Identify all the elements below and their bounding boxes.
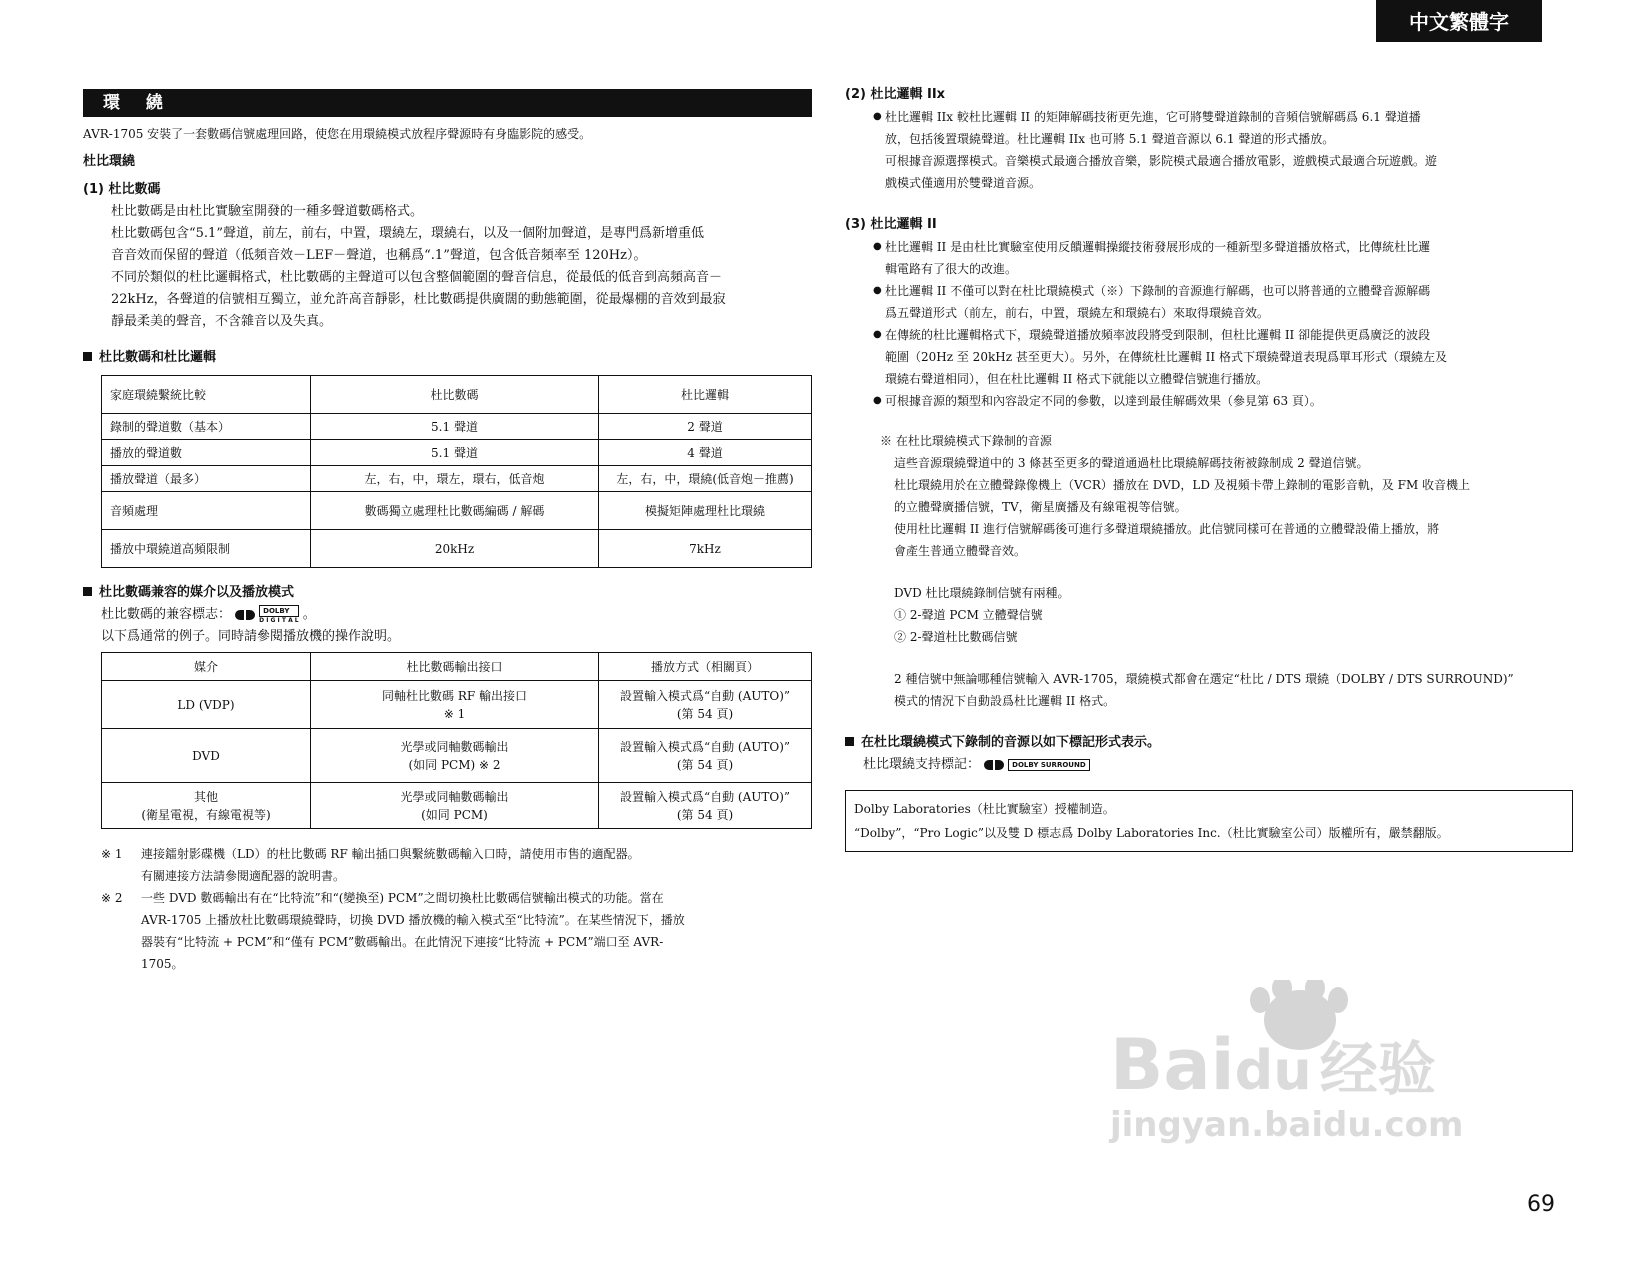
- paragraph-line: 範圍（20Hz 至 20kHz 甚至更大）。另外，在傳統杜比邏輯 II 格式下環繞聲道表現爲單耳形式（環繞左及: [885, 350, 1447, 364]
- pl-iix-heading: (2) 杜比邏輯 IIx: [845, 87, 946, 102]
- table-cell: 數碼獨立處理杜比數碼編碼 / 解碼: [311, 492, 599, 530]
- table-row: [102, 440, 812, 466]
- pl-iix-body: [845, 106, 1575, 194]
- paragraph-line: 杜比數碼包含“5.1”聲道，前左，前右，中置，環繞左，環繞右，以及一個附加聲道，是專門爲新增重低: [111, 226, 704, 241]
- surround-note-title: ※ 在杜比環繞模式下錄制的音源: [880, 434, 1052, 448]
- dolby-digital-description: [83, 201, 812, 333]
- table-cell: 7kHz: [599, 530, 812, 568]
- double-d-icon: [235, 610, 244, 620]
- language-tab-rule: [1376, 40, 1542, 42]
- watermark-brand2: du: [1234, 1039, 1312, 1102]
- left-column: [83, 89, 812, 975]
- paragraph-line: 戲模式僅適用於雙聲道音源。: [885, 176, 1042, 190]
- table-row: [102, 530, 812, 568]
- paragraph-line: 這些音源環繞聲道中的 3 條甚至更多的聲道通過杜比環繞解碼技術被錄制成 2 聲道信號。: [894, 456, 1369, 470]
- dvd-signals: [845, 582, 1575, 648]
- watermark-url: jingyan.baidu.com: [1110, 1105, 1464, 1145]
- language-tab: 中文繁體字: [1376, 0, 1542, 40]
- table-cell: 播放聲道（最多）: [102, 466, 311, 492]
- table-cell: 2 聲道: [599, 414, 812, 440]
- table-cell: 20kHz: [311, 530, 599, 568]
- paragraph-line: 的立體聲廣播信號，TV，衛星廣播及有線電視等信號。: [894, 500, 1187, 514]
- table-header-row: [102, 653, 812, 681]
- table-cell: 其他 (衛星電視，有線電視等): [102, 783, 311, 829]
- section-title: 環 繞: [83, 89, 812, 117]
- logo-dolby-text: DOLBY: [259, 605, 298, 617]
- table-cell: 5.1 聲道: [311, 414, 599, 440]
- bullet-item: [873, 236, 1575, 280]
- paragraph-line: DVD 杜比環繞錄制信號有兩種。: [894, 586, 1070, 600]
- table-cell: DVD: [102, 729, 311, 783]
- footnote-mark: ※ 2: [101, 891, 123, 905]
- watermark-cn: 经验: [1319, 1035, 1436, 1103]
- paragraph-line: 杜比環繞用於在立體聲錄像機上（VCR）播放在 DVD，LD 及視頻卡帶上錄制的電影音軌，及 FM 收音機上: [894, 478, 1471, 492]
- paragraph-line: 使用杜比邏輯 II 進行信號解碼後可進行多聲道環繞播放。此信號同樣可在普通的立體聲設備上播放，將: [894, 522, 1440, 536]
- surround-mark-line: 杜比環繞支持標記： DOLBY SURROUND: [845, 754, 1575, 776]
- pl-ii-body: [845, 236, 1575, 412]
- footnote-line: 器裝有“比特流 + PCM”和“僅有 PCM”數碼輸出。在此情況下連接“比特流 + PCM”端口至 AVR-: [141, 935, 664, 949]
- table-header-cell: 杜比邏輯: [599, 376, 812, 414]
- dolby-surround-logo: [984, 759, 1090, 771]
- table-cell: 設置輸入模式爲“自動 (AUTO)” (第 54 頁): [599, 681, 812, 729]
- media-table: [101, 652, 812, 829]
- table-cell: 設置輸入模式爲“自動 (AUTO)” (第 54 頁): [599, 729, 812, 783]
- table-header-cell: 杜比數碼: [311, 376, 599, 414]
- paragraph-line: 22kHz，各聲道的信號相互獨立，並允許高音靜影，杜比數碼提供廣闊的動態範圍，從最爆棚的音效到最寂: [111, 292, 726, 307]
- table-cell: 模擬矩陣處理杜比環繞: [599, 492, 812, 530]
- square-bullet-icon: [845, 737, 854, 746]
- media-table-wrap: [101, 652, 812, 829]
- dolby-surround-heading: 杜比環繞: [83, 154, 136, 169]
- paragraph-line: 放，包括後置環繞聲道。杜比邏輯 IIx 也可將 5.1 聲道音源以 6.1 聲道的形式播放。: [885, 132, 1335, 146]
- table-cell: 5.1 聲道: [311, 440, 599, 466]
- paragraph-line: 會產生普通立體聲音效。: [894, 544, 1027, 558]
- license-box: [845, 790, 1573, 852]
- paragraph-line: 杜比數碼是由杜比實驗室開發的一種多聲道數碼格式。: [111, 204, 424, 219]
- table2-intro: 以下爲通常的例子。同時請參閱播放機的操作說明。: [101, 629, 401, 644]
- comparison-table-wrap: [101, 375, 812, 568]
- footnotes: [83, 843, 812, 975]
- table-cell: 錄制的聲道數（基本）: [102, 414, 311, 440]
- comparison-table: [101, 375, 812, 568]
- table-cell: 左，右，中，環繞(低音炮－推薦): [599, 466, 812, 492]
- bullet-item: [873, 324, 1575, 390]
- auto-mode-note: [845, 668, 1575, 712]
- table-row: [102, 729, 812, 783]
- table-header-cell: 杜比數碼輸出接口: [311, 653, 599, 681]
- intro-text: AVR-1705 安裝了一套數碼信號處理回路，使您在用環繞模式放程序聲源時有身臨影院的感受。: [83, 127, 592, 141]
- table-cell: 播放的聲道數: [102, 440, 311, 466]
- footnote-line: 1705。: [141, 957, 184, 971]
- mark-heading: 在杜比環繞模式下錄制的音源以如下標記形式表示。: [845, 732, 1575, 754]
- paragraph-line: 音音效而保留的聲道（低頻音效－LEF－聲道，也稱爲“.1”聲道，包含低音頻率至 120Hz）。: [111, 248, 647, 263]
- license-line: “Dolby”，“Pro Logic”以及雙 D 標志爲 Dolby Laboratories Inc.（杜比實驗室公司）版權所有，嚴禁翻版。: [854, 826, 1449, 840]
- surround-note: [845, 430, 1575, 562]
- table-cell: 播放中環繞道高頻限制: [102, 530, 311, 568]
- footnote-line: AVR-1705 上播放杜比數碼環繞聲時，切換 DVD 播放機的輸入模式至“比特流”。在某些情況下，播放: [141, 913, 685, 927]
- square-bullet-icon: [83, 352, 92, 361]
- footnote-line: 一些 DVD 數碼輸出有在“比特流”和“(變換至) PCM”之間切換杜比數碼信號輸出模式的功能。當在: [141, 891, 664, 905]
- logo-digital-text: D I G I T A L: [259, 617, 299, 624]
- footnote-line: 連接鐳射影碟機（LD）的杜比數碼 RF 輸出插口與繫統數碼輸入口時，請使用市售的適配器。: [141, 847, 640, 861]
- footnote-line: 有關連接方法請參閱適配器的說明書。: [141, 869, 346, 883]
- paragraph-line: 輯電路有了很大的改進。: [885, 262, 1018, 276]
- square-bullet-icon: [83, 587, 92, 596]
- double-d-icon: [984, 760, 993, 770]
- table-cell: 設置輸入模式爲“自動 (AUTO)” (第 54 頁): [599, 783, 812, 829]
- paragraph-line: ● 在傳統的杜比邏輯格式下，環繞聲道播放頻率波段將受到限制，但杜比邏輯 II 卻能提供更爲廣泛的波段: [885, 328, 1431, 342]
- table-cell: 同軸杜比數碼 RF 輸出接口 ※ 1: [311, 681, 599, 729]
- paragraph-line: 可根據音源選擇模式。音樂模式最適合播放音樂，影院模式最適合播放電影，遊戲模式最適合玩遊戲。遊: [885, 154, 1438, 168]
- footnote: [101, 887, 812, 975]
- logo-surround-text: DOLBY SURROUND: [1008, 759, 1090, 771]
- paragraph-line: ● 杜比邏輯 II 不僅可以對在杜比環繞模式（※）下錄制的音源進行解碼，也可以將普通的立體聲音源解碼: [885, 284, 1431, 298]
- dolby-digital-heading: (1) 杜比數碼: [83, 182, 161, 197]
- bullet-item: [873, 280, 1575, 324]
- table-header-cell: 媒介: [102, 653, 311, 681]
- table-cell: 光學或同軸數碼輸出 (如同 PCM) ※ 2: [311, 729, 599, 783]
- compat-mark-line: 杜比數碼的兼容標志： DOLBY D I G I T A L 。: [101, 607, 316, 624]
- paragraph-line: ● 可根據音源的類型和內容設定不同的參數，以達到最佳解碼效果（參見第 63 頁）。: [885, 394, 1322, 408]
- paragraph-line: 環繞右聲道相同），但在杜比邏輯 II 格式下就能以立體聲信號進行播放。: [885, 372, 1269, 386]
- table-cell: 4 聲道: [599, 440, 812, 466]
- table-cell: LD (VDP): [102, 681, 311, 729]
- table-row: [102, 783, 812, 829]
- double-d-icon: [995, 760, 1004, 770]
- paragraph-line: 靜最柔美的聲音，不含雜音以及失真。: [111, 314, 333, 329]
- table-row: [102, 492, 812, 530]
- table-header-cell: 家庭環繞繫統比較: [102, 376, 311, 414]
- watermark-brand: Bai: [1110, 1024, 1235, 1106]
- table-row: [102, 466, 812, 492]
- paragraph-line: 爲五聲道形式（前左，前右，中置，環繞左和環繞右）來取得環繞音效。: [885, 306, 1270, 320]
- footnote-mark: ※ 1: [101, 847, 123, 861]
- table-header-row: [102, 376, 812, 414]
- footnote: [101, 843, 812, 887]
- table-header-cell: 播放方式（相關頁）: [599, 653, 812, 681]
- paragraph-line: 不同於類似的杜比邏輯格式，杜比數碼的主聲道可以包含整個範圍的聲音信息，從最低的低音到高頻高音－: [111, 270, 723, 285]
- right-column: [845, 84, 1575, 852]
- page-number: 69: [1527, 1192, 1555, 1217]
- paragraph-line: ① 2-聲道 PCM 立體聲信號: [894, 608, 1043, 622]
- table1-heading: 杜比數碼和杜比邏輯: [83, 347, 812, 369]
- paragraph-line: ● 杜比邏輯 II 是由杜比實驗室使用反饋邏輯操縱技術發展形成的一種新型多聲道播放格式，比傳統杜比邏: [885, 240, 1431, 254]
- paragraph-line: 2 種信號中無論哪種信號輸入 AVR-1705，環繞模式都會在選定“杜比 / DTS 環繞（DOLBY / DTS SURROUND)”: [894, 672, 1514, 686]
- table-cell: 音頻處理: [102, 492, 311, 530]
- table-row: [102, 681, 812, 729]
- double-d-icon: [246, 610, 255, 620]
- bullet-item: [873, 106, 1575, 194]
- baidu-watermark: [1110, 980, 1490, 1145]
- table-cell: 左，右，中，環左，環右，低音炮: [311, 466, 599, 492]
- table2-heading: 杜比數碼兼容的媒介以及播放模式: [83, 582, 812, 604]
- paragraph-line: 模式的情況下自動設爲杜比邏輯 II 格式。: [894, 694, 1116, 708]
- dolby-digital-logo: [235, 605, 298, 624]
- table-row: [102, 414, 812, 440]
- table-cell: 光學或同軸數碼輸出 (如同 PCM): [311, 783, 599, 829]
- paragraph-line: ② 2-聲道杜比數碼信號: [894, 630, 1018, 644]
- license-line: Dolby Laboratories（杜比實驗室）授權制造。: [854, 802, 1115, 816]
- pl-ii-heading: (3) 杜比邏輯 II: [845, 217, 937, 232]
- paragraph-line: ● 杜比邏輯 IIx 較杜比邏輯 II 的矩陣解碼技術更先進，它可將雙聲道錄制的音頻信號解碼爲 6.1 聲道播: [885, 110, 1421, 124]
- bullet-item: [873, 390, 1575, 412]
